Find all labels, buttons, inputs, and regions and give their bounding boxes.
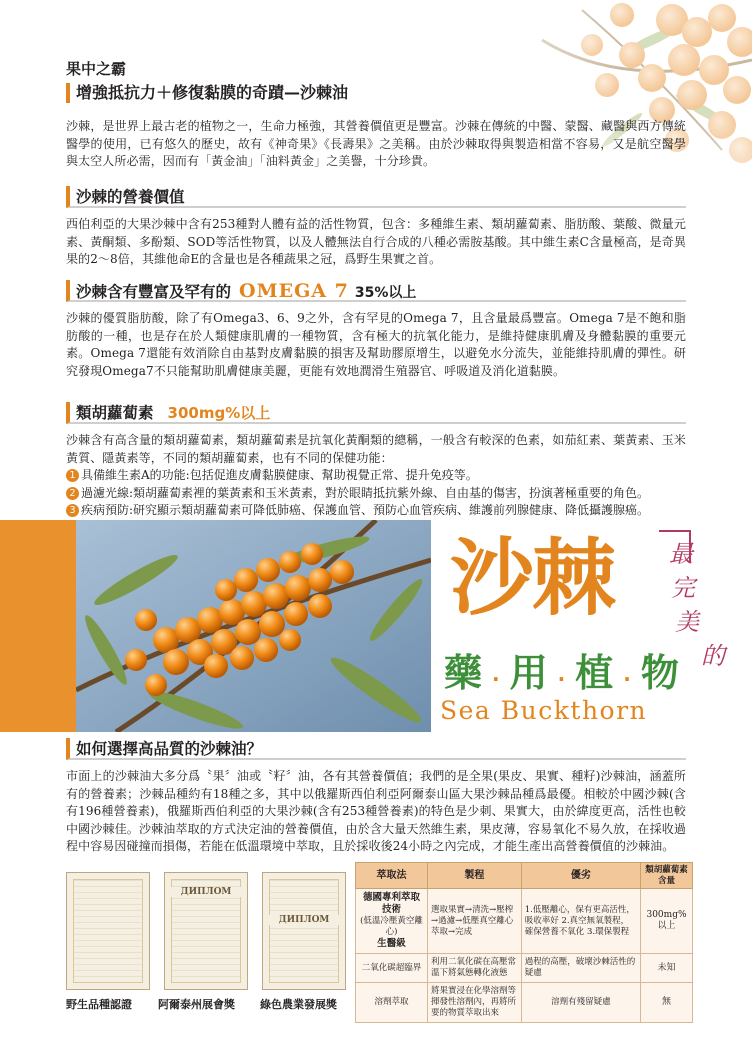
certificate-caption: 阿爾泰州展會獎 — [158, 998, 235, 1011]
number-badge: 1 — [66, 469, 79, 482]
certificate-image — [262, 872, 346, 990]
table-cell-process: 利用二氧化碳在高壓常溫下將氣態轉化液態 — [428, 954, 522, 983]
choose-text: 市面上的沙棘油大多分爲〝果〞油或〝籽〞油，各有其營養價值；我們的是全果(果皮、果實、種籽)沙棘油，涵蓋所有的營養素；沙棘品種約有18種之多，其中以俄羅斯西伯利亞阿爾泰山區大果沙棘品種爲最優。相較於中國沙棘(含有196種營養素)，俄羅斯西伯利亞的大果沙棘(含有253種營養素)的特色是少刺、果實大，由於緯度更高，活性也較中國沙棘佳。沙棘油萃取的方式決定油的營養價值，由於含大量天然維生素，果皮薄，容易氧化不易久放，在採收過程中容易因碰撞而損傷，若能在低溫環境中萃取，且於採收後24小時之內完成，才能生產出高營養價值的沙棘油。 — [66, 769, 686, 853]
nutrition-section — [66, 186, 686, 269]
carotenoid-title-text: 類胡蘿蔔素 — [76, 404, 154, 422]
carotenoid-title-accent: 300mg%以上 — [167, 404, 271, 422]
banner-sub-dot: · — [557, 667, 576, 691]
banner-sub-char: 植 — [575, 651, 624, 695]
omega-text: 沙棘的優質脂肪酸，除了有Omega3、6、9之外，含有罕見的Omega 7，且含量最爲豐富。Omega 7是不飽和脂肪酸的一種，也是存在於人類健康肌膚的一種物質，含有極大的抗氧化能力，是維持健康肌膚及身體黏膜的重要元素。Omega 7還能有效消除自由基對皮膚黏膜的損害及幫助膠原增生，以避免水分流失，並能維持肌膚的彈性。研究發現Omega7不只能幫助肌膚健康美麗，更能有效地潤滑生殖器官、呼吸道及消化道黏膜。 — [66, 311, 686, 378]
table-cell-merit: 溶劑有殘留疑慮 — [521, 983, 640, 1023]
banner-english-title: Sea Buckthorn — [440, 696, 648, 725]
table-header: 類胡蘿蔔素含量 — [641, 863, 693, 889]
banner-sub-char: 物 — [640, 651, 689, 695]
carotenoid-item — [66, 485, 686, 503]
carotenoid-item-text: 疾病預防:研究顯示類胡蘿蔔素可降低肺癌、保護血管、預防心血管疾病、維護前列腺健康、降低攝護腺癌。 — [81, 503, 650, 517]
method-line: 德國專利萃取技術 — [362, 892, 420, 915]
table-header: 萃取法 — [356, 863, 428, 889]
carotenoid-item — [66, 467, 686, 485]
intro-section — [66, 118, 686, 171]
number-badge: 2 — [66, 487, 79, 500]
table-cell-method: 二氧化碳超臨界 — [356, 954, 428, 983]
carotenoid-text: 沙棘含有高含量的類胡蘿蔔素，類胡蘿蔔素是抗氧化黃酮類的總稱，一般含有較深的色素，如茄紅素、葉黃素、玉米黃質、隱黃素等，不同的類胡蘿蔔素，也有不同的保健功能： — [66, 433, 686, 465]
nutrition-text: 西伯利亞的大果沙棘中含有253種對人體有益的活性物質，包含：多種維生素、類胡蘿蔔素、脂肪酸、葉酸、微量元素、黃酮類、多酚類、SOD等活性物質，以及人體無法自行合成的八種必需胺基酸。其中維生素C含量極高，是奇異果的2～8倍，其維他命E的含量也是各種蔬果之冠，爲野生果實之首。 — [66, 217, 686, 266]
certificate-image — [164, 872, 248, 990]
number-badge: 3 — [66, 504, 79, 517]
banner-sub-char: 藥 — [444, 651, 493, 695]
carotenoid-item-text: 具備維生素A的功能:包括促進皮膚黏膜健康、幫助視覺正常、提升免疫等。 — [81, 468, 478, 482]
stamp-char: 完 — [671, 574, 695, 602]
certificate-title: ДИПЛОМ — [165, 887, 247, 897]
table-row — [356, 889, 693, 954]
banner-sub-dot: · — [492, 667, 510, 691]
table-cell-process: 將果實浸在化學溶劑等揮發性溶劑內，再將所要的物質萃取出來 — [428, 983, 522, 1023]
nutrition-title: 沙棘的營養價值 — [66, 186, 686, 208]
certificates — [66, 872, 352, 1032]
certificate-caption: 綠色農業發展獎 — [260, 998, 337, 1011]
choose-title — [66, 738, 686, 760]
table-row — [356, 983, 693, 1023]
banner-title — [440, 530, 740, 730]
certificate-title: ДИПЛОМ — [263, 915, 345, 925]
table-cell-content: 無 — [641, 983, 693, 1023]
carotenoid-title — [66, 402, 686, 424]
stamp-char: 最 — [669, 540, 693, 568]
header-main-title: 增強抵抗力＋修復黏膜的奇蹟—沙棘油 — [66, 83, 586, 103]
stamp-char: 美 — [675, 608, 699, 636]
extraction-comparison-table — [355, 862, 693, 1023]
omega-title-prefix: 沙棘含有豐富及罕有的 — [76, 283, 232, 301]
header-small-title: 果中之霸 — [66, 60, 127, 78]
certificate-caption: 野生品種認證 — [66, 998, 132, 1011]
table-cell-content: 300mg%以上 — [641, 889, 693, 954]
carotenoid-section — [66, 402, 686, 520]
banner-big-title: 沙棘 — [450, 529, 615, 627]
table-cell-method — [356, 889, 428, 954]
table-cell-merit: 1.低壓離心，保有更高活性，吸收率好 2.真空無氧製程，確保營養不氧化 3.環保製程 — [521, 889, 640, 954]
table-header: 製程 — [428, 863, 522, 889]
table-header: 優劣 — [521, 863, 640, 889]
intro-text: 沙棘，是世界上最古老的植物之一，生命力極強，其營養價值更是豐富。沙棘在傳統的中醫、蒙醫、藏醫與西方傳統醫學的使用，已有悠久的歷史，故有《神奇果》《長壽果》之美稱。由於沙棘取得與製造相當不容易，又是航空醫學與太空人所必需，因而有「黃金油」「油料黃金」之美譽，十分珍貴。 — [66, 119, 686, 168]
certificate-image — [66, 872, 150, 990]
choose-title-text: 如何選擇高品質的沙棘油 — [76, 740, 247, 758]
choose-title-mark: ？ — [246, 740, 263, 758]
omega-title — [66, 280, 686, 302]
table-cell-content: 未知 — [641, 954, 693, 983]
omega-title-accent: OMEGA 7 — [239, 280, 349, 302]
banner-sub-dot: · — [623, 667, 641, 691]
stamp-text — [645, 530, 733, 680]
table-header-row — [356, 863, 693, 889]
omega-title-suffix: 35%以上 — [354, 285, 417, 301]
method-line: 生醫級 — [377, 938, 406, 949]
table-row — [356, 954, 693, 983]
page-header — [66, 58, 586, 103]
carotenoid-item — [66, 502, 686, 520]
method-line: (低溫冷壓黃空離心) — [360, 916, 423, 937]
sea-buckthorn-photo — [76, 520, 431, 732]
table-cell-method: 溶劑萃取 — [356, 983, 428, 1023]
choose-section — [66, 738, 686, 856]
banner-sub-char: 用 — [509, 651, 558, 695]
table-cell-process: 選取果實→清洗→壓榨→過濾→低壓真空離心萃取→完成 — [428, 889, 522, 954]
omega-section — [66, 280, 686, 380]
stamp-char: 的 — [701, 642, 725, 670]
table-cell-merit: 過程的高壓，破壞沙棘活性的疑慮 — [521, 954, 640, 983]
carotenoid-item-text: 過濾光線:類胡蘿蔔素裡的葉黃素和玉米黃素，對於眼睛抵抗紫外線、自由基的傷害，扮演著極重要的角色。 — [81, 485, 650, 500]
